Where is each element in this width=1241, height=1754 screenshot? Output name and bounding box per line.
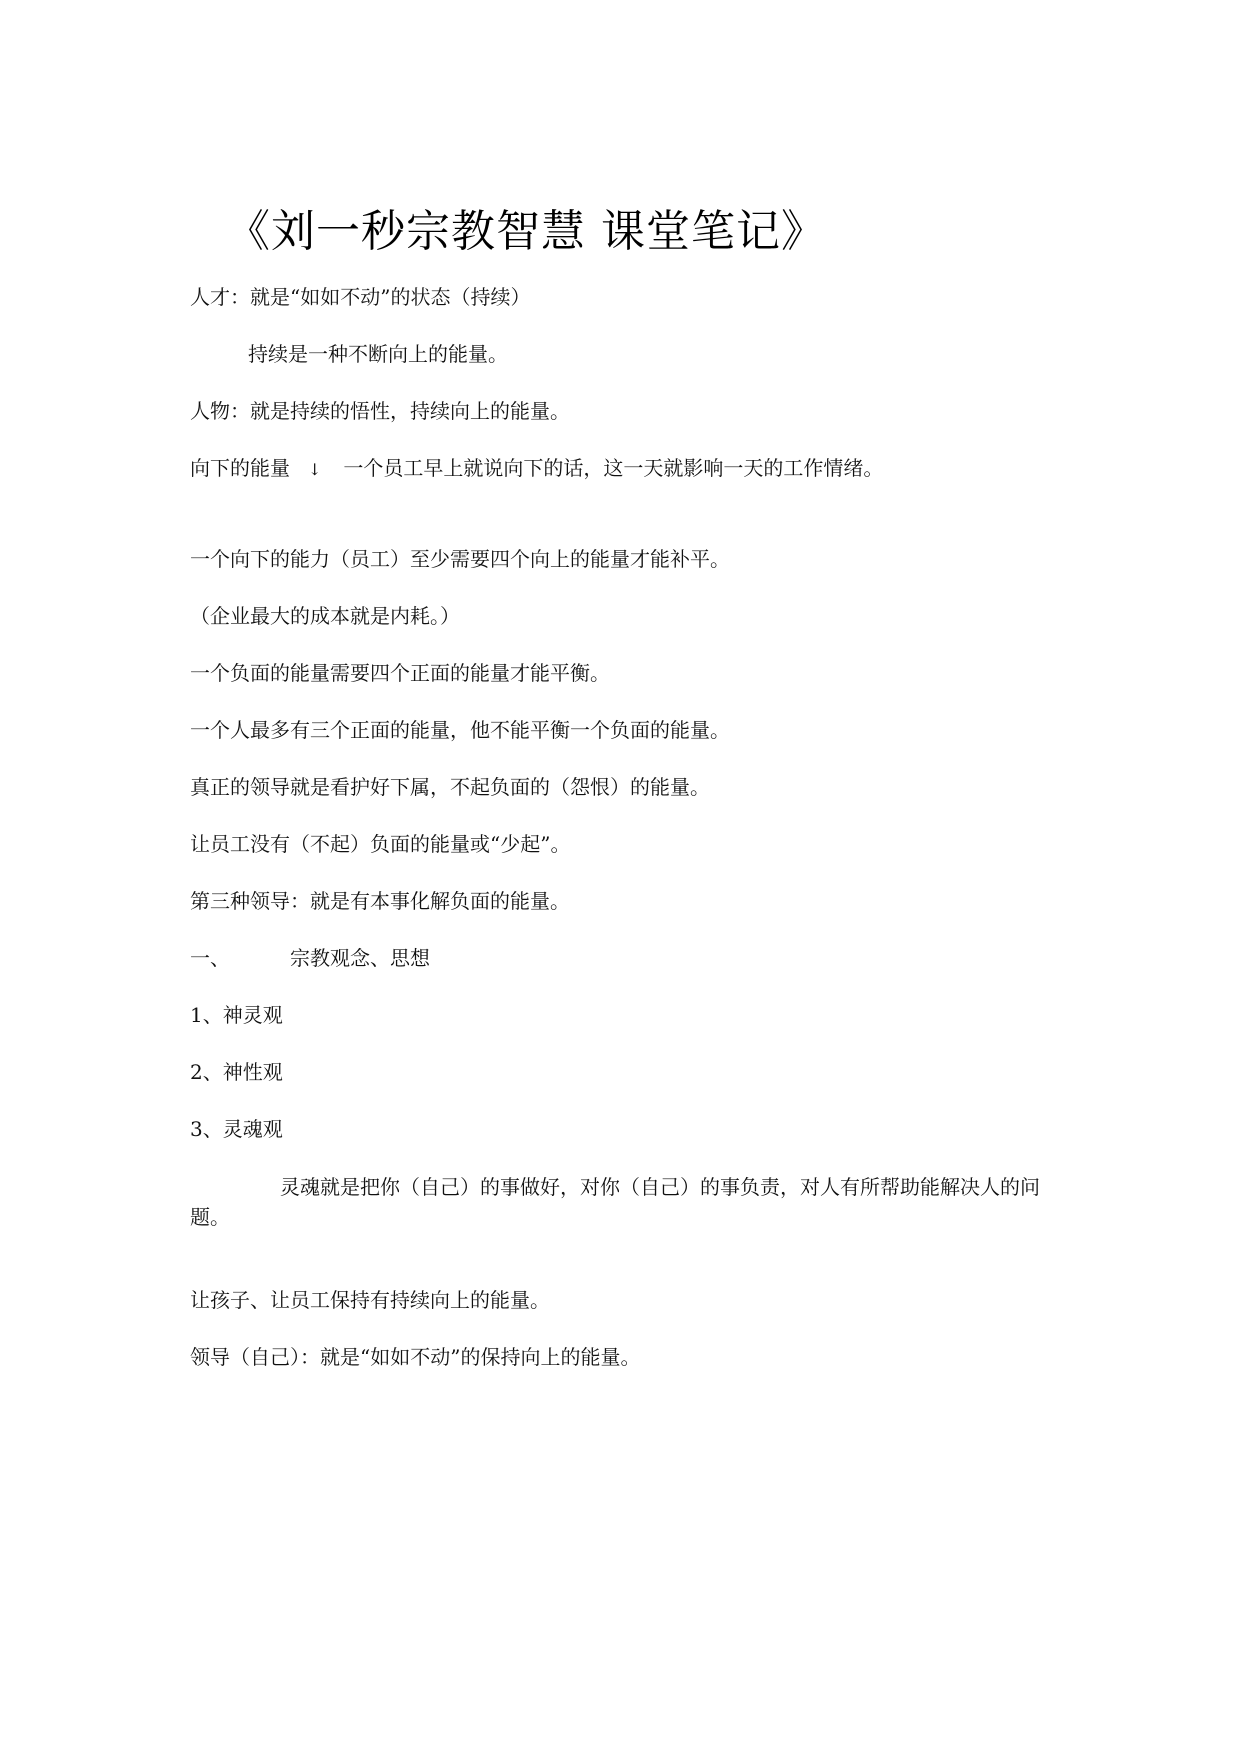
- text-line-talent: 人才：就是“如如不动”的状态（持续）: [190, 285, 531, 309]
- text-line-no-negative: 让员工没有（不起）负面的能量或“少起”。: [190, 832, 571, 856]
- document-title: 《刘一秒宗教智慧 课堂笔记》: [226, 206, 826, 257]
- text-line-downward-ability: 一个向下的能力（员工）至少需要四个向上的能量才能补平。: [190, 547, 730, 571]
- section-heading-text: 宗教观念、思想: [290, 946, 430, 970]
- paragraph-soul-definition: 灵魂就是把你（自己）的事做好，对你（自己）的事负责，对人有所帮助能解决人的问题。: [190, 1175, 1040, 1229]
- text-line-downward-energy: [190, 454, 883, 484]
- text-line-three-positive: 一个人最多有三个正面的能量，他不能平衡一个负面的能量。: [190, 718, 730, 742]
- text-line-enterprise-cost: （企业最大的成本就是内耗。）: [190, 604, 460, 628]
- text-line-keep-upward: 让孩子、让员工保持有持续向上的能量。: [190, 1288, 550, 1312]
- text-line-true-leader: 真正的领导就是看护好下属，不起负面的（怨恨）的能量。: [190, 775, 710, 799]
- text-line-leader-self: 领导（自己）：就是“如如不动”的保持向上的能量。: [190, 1345, 641, 1369]
- text-line-negative-balance: 一个负面的能量需要四个正面的能量才能平衡。: [190, 661, 610, 685]
- downward-energy-text: 一个员工早上就说向下的话，这一天就影响一天的工作情绪。: [343, 456, 884, 480]
- down-arrow-icon: ↓: [308, 460, 322, 479]
- text-line-continuity: 持续是一种不断向上的能量。: [248, 342, 508, 366]
- text-line-person: 人物：就是持续的悟性，持续向上的能量。: [190, 399, 570, 423]
- text-line-third-leader: 第三种领导：就是有本事化解负面的能量。: [190, 889, 570, 913]
- section-marker: 一、: [190, 946, 230, 970]
- list-item-spirit-view: 1、神灵观: [190, 1003, 283, 1027]
- downward-energy-label: 向下的能量: [190, 456, 290, 480]
- section-heading-religious-concepts: [190, 944, 430, 972]
- list-item-soul-view: 3、灵魂观: [190, 1117, 283, 1141]
- list-item-divinity-view: 2、神性观: [190, 1060, 283, 1084]
